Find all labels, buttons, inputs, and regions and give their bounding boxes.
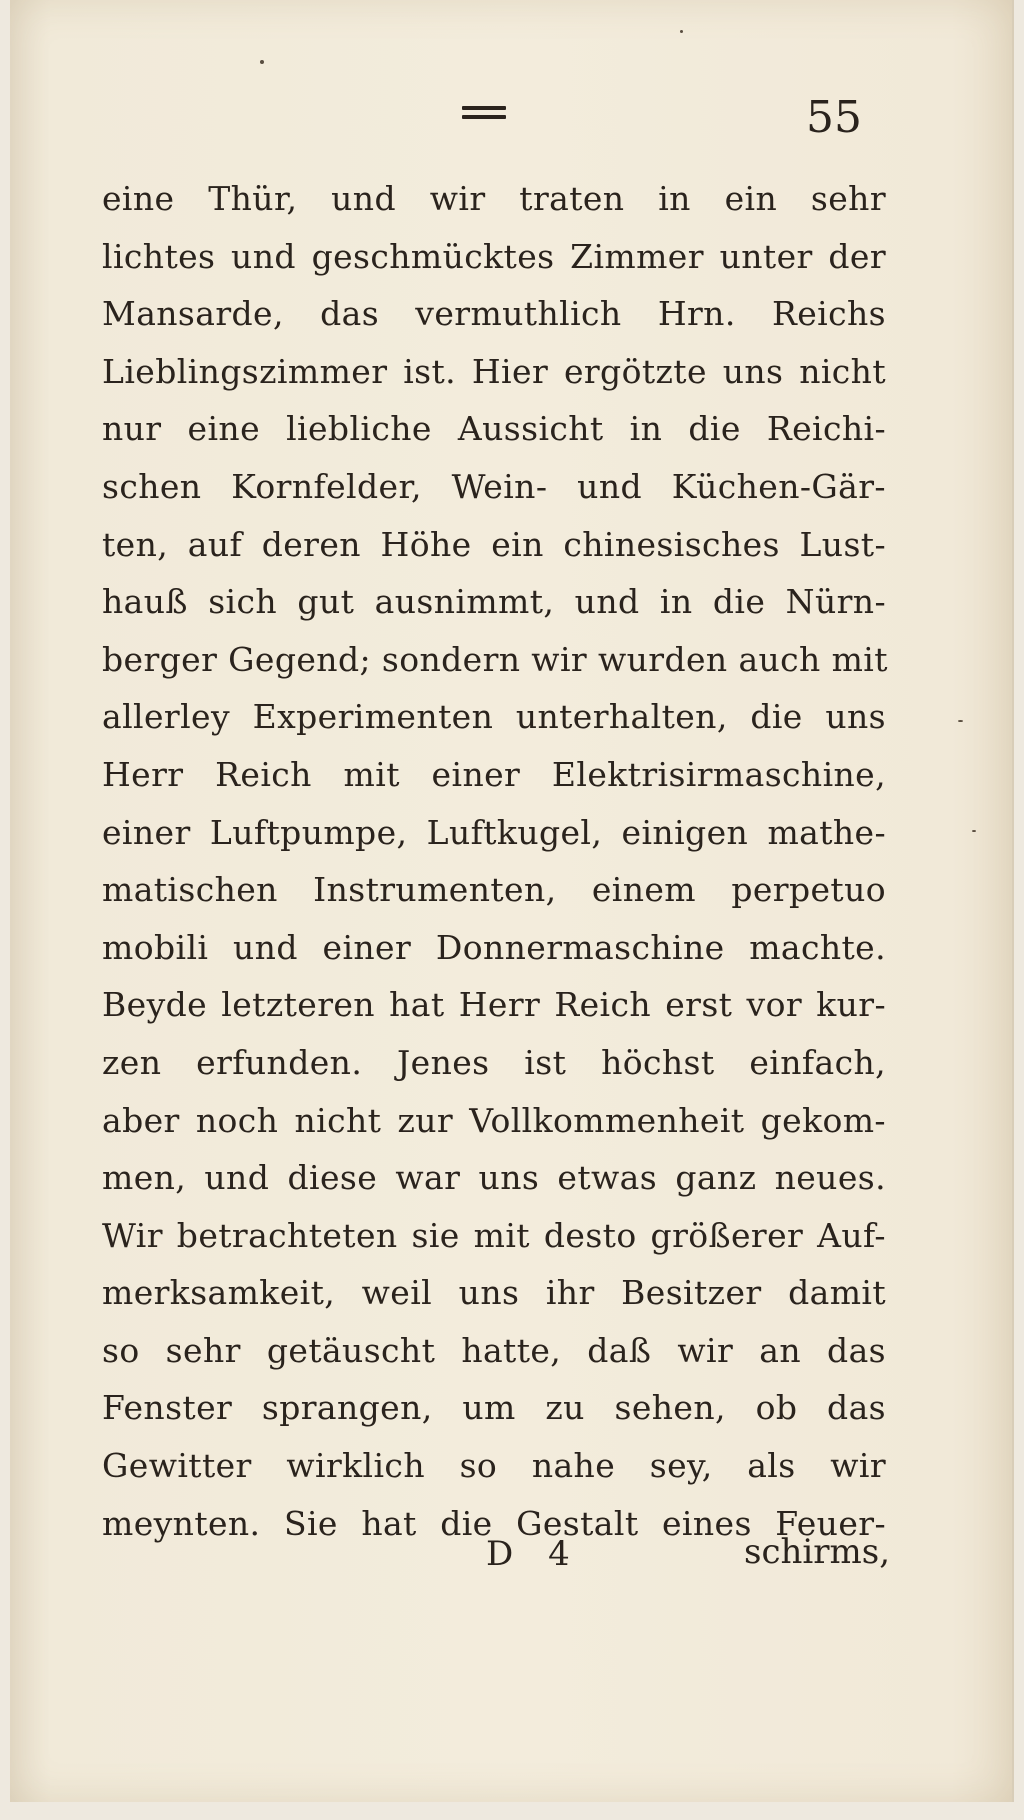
- text-line: einer Luftpumpe, Luftkugel, einigen mathe-: [102, 812, 886, 852]
- text-line: zen erfunden. Jenes ist höchst einfach,: [102, 1042, 886, 1082]
- text-line: nur eine liebliche Aussicht in die Reichi-: [102, 409, 886, 449]
- text-line: so sehr getäuscht hatte, daß wir an das: [102, 1330, 886, 1370]
- text-line: aber noch nicht zur Vollkommenheit gekom-: [102, 1100, 886, 1140]
- paper-speck: [680, 30, 683, 33]
- text-line: Herr Reich mit einer Elektrisirmaschine,: [102, 754, 886, 794]
- header-rule-line: [462, 115, 506, 119]
- header-rule-line: [462, 106, 506, 110]
- text-line: Lieblingszimmer ist. Hier ergötzte uns nicht: [102, 351, 886, 391]
- text-line: eine Thür, und wir traten in ein sehr: [102, 179, 886, 218]
- text-line: Gewitter wirklich so nahe sey, als wir: [102, 1446, 886, 1486]
- text-line: men, und diese war uns etwas ganz neues.: [102, 1158, 886, 1198]
- paper-speck: [958, 720, 963, 722]
- text-line: matischen Instrumenten, einem perpetuo: [102, 870, 886, 910]
- paper-speck: [972, 830, 976, 832]
- body-text: [102, 170, 886, 1552]
- paper-speck: [260, 60, 264, 64]
- header-double-rule: [462, 106, 506, 120]
- catchword: schirms,: [744, 1532, 891, 1572]
- page-number: 55: [806, 92, 862, 143]
- text-line: merksamkeit, weil uns ihr Besitzer damit: [102, 1273, 886, 1313]
- book-page: [10, 0, 1014, 1802]
- text-line: allerley Experimenten unterhalten, die uns: [102, 697, 886, 737]
- text-line: meynten. Sie hat die Gestalt eines Feuer-: [102, 1503, 886, 1543]
- text-line: Mansarde, das vermuthlich Hrn. Reichs: [102, 294, 886, 334]
- text-line: Fenster sprangen, um zu sehen, ob das: [102, 1388, 886, 1428]
- text-line: berger Gegend; sondern wir wurden auch mit: [102, 639, 888, 679]
- text-line: Beyde letzteren hat Herr Reich erst vor kur-: [102, 985, 886, 1025]
- text-line: Wir betrachteten sie mit desto größerer Auf-: [102, 1215, 886, 1255]
- text-line: ten, auf deren Höhe ein chinesisches Lust-: [102, 524, 886, 564]
- text-line: hauß sich gut ausnimmt, und in die Nürn-: [102, 582, 886, 622]
- signature-mark: D 4: [486, 1534, 582, 1574]
- text-line: lichtes und geschmücktes Zimmer unter der: [102, 236, 886, 276]
- text-line: schen Kornfelder, Wein- und Küchen-Gär-: [102, 466, 886, 506]
- text-line: mobili und einer Donnermaschine machte.: [102, 927, 886, 967]
